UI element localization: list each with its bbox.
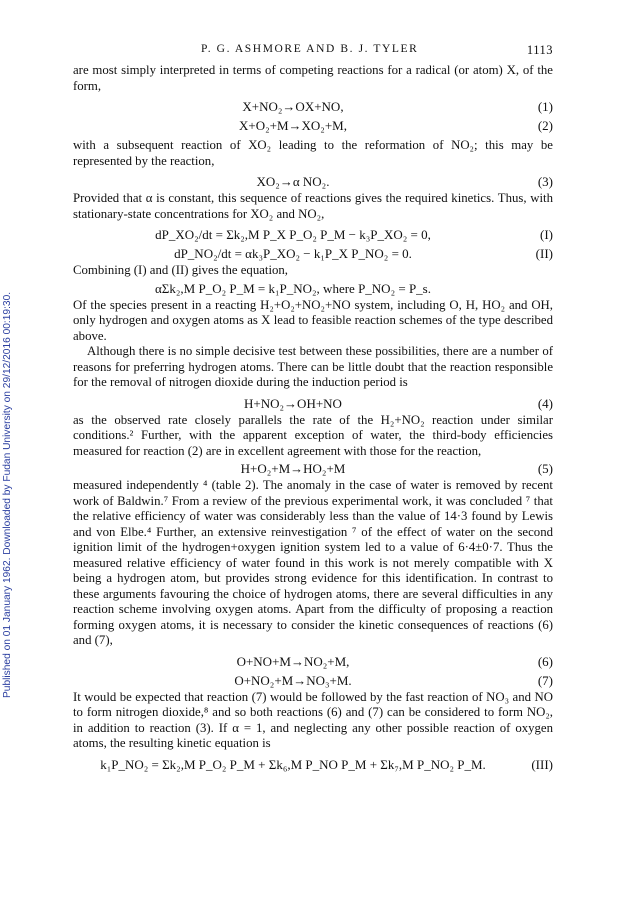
equation-I [73,225,553,244]
paragraph: are most simply interpreted in terms of competing reactions for a radical (or atom) X, of the form, [73,63,553,93]
equation-body: O+NO₂+M→NO₃+M. [234,672,352,688]
equation-III [73,755,553,774]
equation-body: dP_NO₂/dt = αk₃P_XO₂ − k₁P_X P_NO₂ = 0. [174,246,412,261]
paragraph: as the observed rate closely parallels the rate of the H₂+NO₂ reaction under similar conditions.² Further, with the apparent exception of water, the third-body efficiencies measured for reaction (2) are in excellent agreement with those for the reaction, [73,412,553,458]
download-watermark: Published on 01 January 1962. Downloaded by Fudan University on 29/12/2016 00:19:30. [2,291,13,699]
equation-number: (6) [537,653,553,669]
equation-body: αΣk₂,M P_O₂ P_M = k₁P_NO₂, where P_NO₂ = P_s. [155,280,431,296]
equation-body: H+O₂+M→HO₂+M [240,461,346,476]
page-body [73,63,553,774]
running-header [73,43,553,59]
equation-5 [73,459,553,478]
equation-4 [73,394,553,413]
equation-2 [73,116,553,135]
equation-6 [73,652,553,671]
equation-number: (I) [540,227,553,242]
equation-number: (5) [537,461,553,476]
equation-number: (2) [537,118,553,133]
equation-body: k₁P_NO₂ = Σk₂,M P_O₂ P_M + Σk₆,M P_NO P_M + Σk₇,M P_NO₂ P_M. [100,756,486,772]
equation-body: X+O₂+M→XO₂+M, [239,118,347,133]
equation-3 [73,172,553,191]
page-number: 1113 [526,43,553,57]
equation-II [73,244,553,263]
equation-body: dP_XO₂/dt = Σk₂,M P_X P_O₂ P_M − k₃P_XO₂ = 0, [155,227,431,242]
equation-number: (1) [537,99,553,114]
equation-number: (7) [537,672,553,688]
paragraph: Of the species present in a reacting H₂+O₂+NO₂+NO system, including O, H, HO₂ and OH, only hydrogen and oxygen atoms as X lead to feasible reaction schemes of the type described above. [73,297,553,343]
paragraph: Combining (I) and (II) gives the equation, [73,263,289,277]
equation-number: (3) [537,174,553,189]
equation-number: (II) [535,246,553,261]
paragraph: Although there is no simple decisive test between these possibilities, there are a number of reasons for preferring hydrogen atoms. There can be little doubt that the reaction responsible for the removal of nitrogen dioxide during the induction period is [73,344,553,389]
equation-body: XO₂→α NO₂. [256,174,330,189]
paragraph: It would be expected that reaction (7) would be followed by the fast reaction of NO₃ and NO to form nitrogen dioxide,⁸ and so both reactions (6) and (7) can be considered to form NO₂, in addition to reaction (3). If α = 1, and neglecting any other possible reaction of oxygen atoms, the resulting kinetic equation is [73,689,553,750]
equation-1 [73,97,553,116]
header-authors: P. G. ASHMORE AND B. J. TYLER [201,43,419,55]
paragraph: measured independently ⁴ (table 2). The anomaly in the case of water is removed by recent work of Baldwin.⁷ From a review of the previous experimental work, it was concluded ⁷ that the relative efficiency of water was considerably less than the value of 14·3 found by Lewis and von Elbe.⁴ Further, an extensive reinvestigation ⁷ of the effect of water on the second ignition limit of the hydrogen+oxygen ignition system led to a value of 6·4±0·7. Thus the measured relative efficiency of water found in this work is not merely compatible with X being a hydrogen atom, but provides strong evidence for this identification. In contrast to these arguments favouring the choice of hydrogen atoms, there are several difficulties in any reaction scheme involving oxygen atoms. Apart from the difficulty of proposing a reaction forming oxygen atoms, it is necessary to consider the kinetic consequences of reactions (6) and (7), [73,478,553,647]
equation-number: (III) [531,756,553,772]
equation-number: (4) [537,395,553,411]
paragraph: Provided that α is constant, this sequence of reactions gives the required kinetics. Thus, with stationary-state concentrations for XO₂ and NO₂, [73,191,553,221]
equation-body: X+NO₂→OX+NO, [242,99,344,114]
equation-body: H+NO₂→OH+NO [244,395,342,411]
paragraph: with a subsequent reaction of XO₂ leading to the reformation of NO₂; this may be represented by the reaction, [73,138,553,168]
equation-7 [73,671,553,690]
equation-combined [73,279,553,298]
equation-body: O+NO+M→NO₂+M, [236,653,350,669]
